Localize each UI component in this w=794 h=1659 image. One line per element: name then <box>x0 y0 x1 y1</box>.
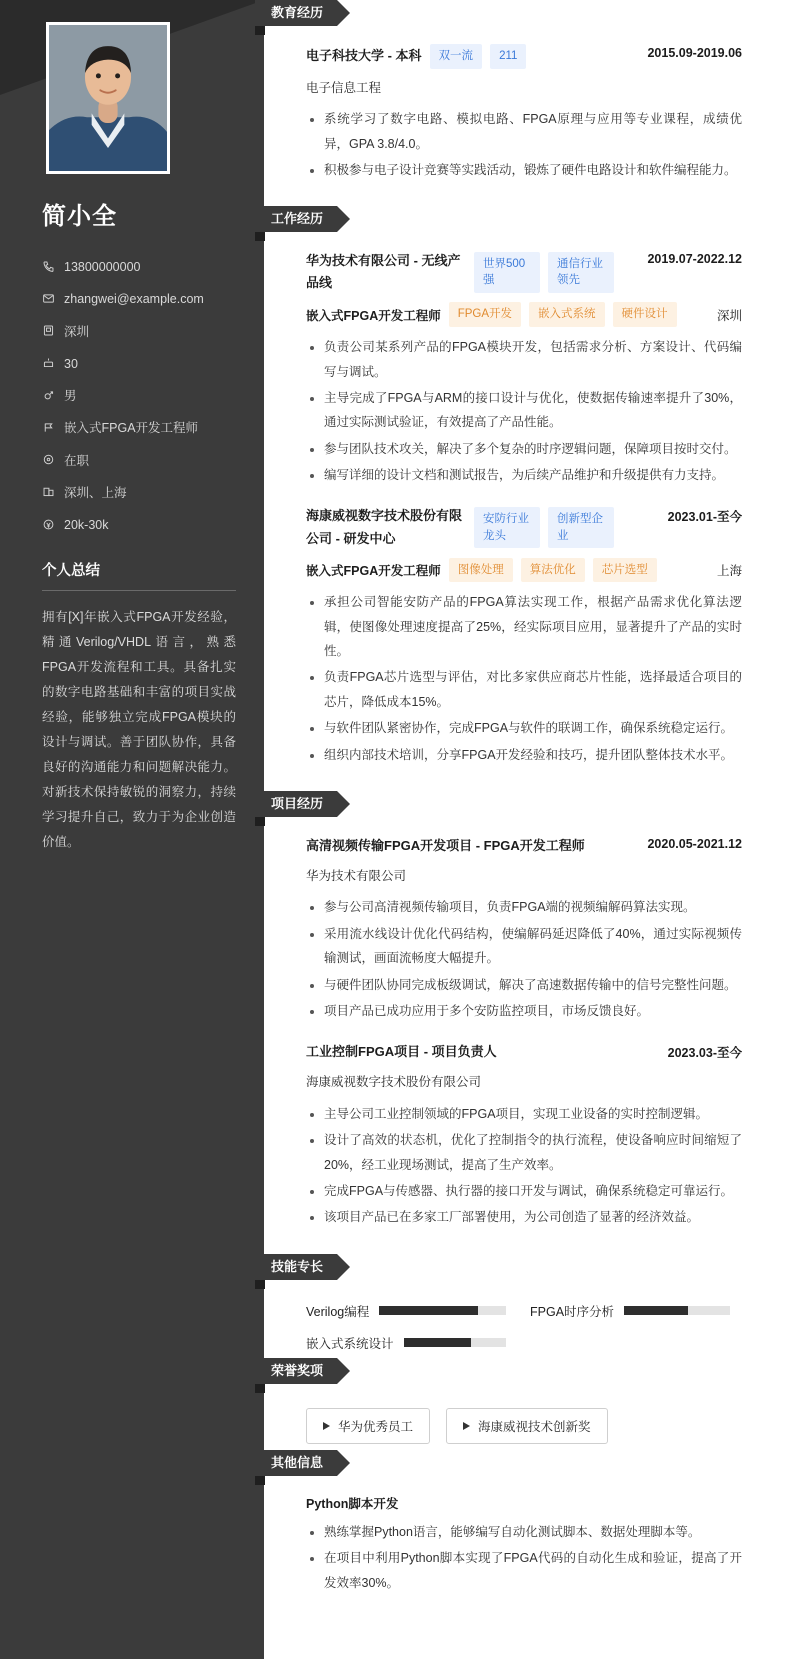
education-date: 2015.09-2019.06 <box>647 46 742 60</box>
skill-label: Verilog编程 <box>306 1304 370 1319</box>
bullet: • 完成FPGA与传感器、执行器的接口开发与调试，确保系统稳定可靠运行。 <box>324 1179 742 1203</box>
skill-chip: 硬件设计 <box>613 302 677 327</box>
cake-icon <box>42 356 64 370</box>
skill-label: 嵌入式系统设计 <box>306 1336 394 1351</box>
section-education <box>264 0 742 206</box>
salary-icon <box>42 517 64 531</box>
section-body-skills <box>264 1280 742 1358</box>
tag-shadow <box>255 1280 265 1289</box>
tag-arrow <box>337 206 350 232</box>
tag-arrow <box>337 1254 350 1280</box>
bullet: • 编写详细的设计文档和测试报告，为后续产品维护和升级提供有力支持。 <box>324 463 742 487</box>
work-date: 2023.01-至今 <box>667 510 742 525</box>
skill-chip: 算法优化 <box>521 558 585 583</box>
section-title: 技能专长 <box>255 1254 337 1280</box>
main-content <box>264 0 794 1659</box>
section-body-other <box>264 1476 742 1619</box>
company-chip: 安防行业龙头 <box>474 507 540 548</box>
project-date: 2020.05-2021.12 <box>647 836 742 851</box>
bullet: • 系统学习了数字电路、模拟电路、FPGA原理与应用等专业课程，成绩优异，GPA 3.8/4.0。 <box>324 107 742 156</box>
education-chip: 双一流 <box>430 44 483 69</box>
company-name: 华为技术有限公司 - 无线产品线 <box>306 253 461 291</box>
bullet: • 参与团队技术攻关，解决了多个复杂的时序逻辑问题，保障项目按时交付。 <box>324 437 742 461</box>
section-header-work <box>255 206 742 232</box>
bullet: • 与硬件团队协同完成板级调试，解决了高速数据传输中的信号完整性问题。 <box>324 973 742 997</box>
contact-item-email <box>42 291 236 307</box>
tag-arrow <box>337 791 350 817</box>
contact-text: 在职 <box>64 453 90 468</box>
project-company: 华为技术有限公司 <box>306 868 407 883</box>
contact-item-gender <box>42 388 236 404</box>
project-bullets <box>306 1102 742 1230</box>
skill-chip: 芯片选型 <box>593 558 657 583</box>
company-chip: 通信行业领先 <box>548 252 614 293</box>
tag-arrow <box>337 1358 350 1384</box>
section-honors <box>264 1358 742 1450</box>
skill-item <box>306 1302 506 1320</box>
project-title: 高清视频传输FPGA开发项目 - FPGA开发工程师 <box>306 837 585 853</box>
education-school: 电子科技大学 - 本科 <box>306 48 422 64</box>
skill-bar <box>379 1306 506 1315</box>
section-title: 荣誉奖项 <box>255 1358 337 1384</box>
education-chip: 211 <box>490 44 526 69</box>
summary-text: 拥有[X]年嵌入式FPGA开发经验，精通Verilog/VHDL语言，熟悉FPGA开发流程和工具。具备扎实的数字电路基础和丰富的项目实战经验，能够独立完成FPGA模块的设计与调试。善于团队协作，具备良好的沟通能力和问题解决能力。对新技术保持敏锐的洞察力，持续学习提升自己，致力于为企业创造价值。 <box>42 610 236 850</box>
skill-chip: 图像处理 <box>449 558 513 583</box>
contact-item-cities <box>42 485 236 501</box>
contact-text: zhangwei@example.com <box>64 292 204 307</box>
contact-text: 嵌入式FPGA开发工程师 <box>64 421 199 436</box>
company-name: 海康威视数字技术股份有限公司 - 研发中心 <box>306 508 463 546</box>
section-header-other <box>255 1450 742 1476</box>
education-bullets <box>306 107 742 182</box>
project-company: 海康威视数字技术股份有限公司 <box>306 1075 482 1090</box>
person-name: 简小全 <box>42 203 117 230</box>
section-body-education <box>264 26 742 206</box>
section-skills <box>264 1254 742 1358</box>
contact-item-salary <box>42 517 236 533</box>
education-entry <box>306 44 742 182</box>
sidebar <box>0 0 264 1659</box>
tag-arrow <box>337 0 350 26</box>
avatar-illustration <box>49 25 167 171</box>
project-entry <box>306 835 742 1023</box>
job-title: 嵌入式FPGA开发工程师 <box>306 563 441 578</box>
bullet: • 主导公司工业控制领域的FPGA项目，实现工业设备的实时控制逻辑。 <box>324 1102 742 1126</box>
bullet: • 主导完成了FPGA与ARM的接口设计与优化，使数据传输速率提升了30%，通过实际测试验证，有效提高了产品性能。 <box>324 386 742 435</box>
section-header-education <box>255 0 742 26</box>
work-bullets <box>306 335 742 487</box>
contact-item-phone <box>42 259 236 275</box>
location-icon <box>42 324 64 338</box>
bullet: • 负责公司某系列产品的FPGA模块开发，包括需求分析、方案设计、代码编写与调试。 <box>324 335 742 384</box>
skill-chip: FPGA开发 <box>449 302 521 327</box>
job-location: 深圳 <box>716 308 742 323</box>
company-chip: 创新型企业 <box>548 507 614 548</box>
section-body-honors <box>264 1384 742 1450</box>
company-chip: 世界500强 <box>474 252 540 293</box>
summary-divider <box>42 590 236 591</box>
bullet: • 设计了高效的状态机，优化了控制指令的执行流程，使设备响应时间缩短了20%，经工业现场测试，提高了生产效率。 <box>324 1128 742 1177</box>
other-entry <box>306 1494 742 1595</box>
bullet: • 项目产品已成功应用于多个安防监控项目，市场反馈良好。 <box>324 999 742 1023</box>
play-triangle-icon <box>323 1422 330 1430</box>
honor-item <box>306 1408 430 1444</box>
section-other <box>264 1450 742 1619</box>
bullet: • 承担公司智能安防产品的FPGA算法实现工作，根据产品需求优化算法逻辑，使图像处理速度提高了25%，经实际项目应用，显著提升了产品的实时性。 <box>324 590 742 663</box>
section-body-projects <box>264 817 742 1254</box>
status-icon <box>42 453 64 467</box>
bullet: • 在项目中利用Python脚本实现了FPGA代码的自动化生成和验证，提高了开发效率30%。 <box>324 1546 742 1595</box>
contact-text: 男 <box>64 389 77 403</box>
mail-icon <box>42 291 64 305</box>
contact-item-age <box>42 356 236 372</box>
section-header-projects <box>255 791 742 817</box>
section-title: 工作经历 <box>255 206 337 232</box>
skills-grid <box>306 1298 742 1352</box>
honor-list <box>306 1402 742 1444</box>
work-bullets <box>306 590 742 767</box>
bullet: • 采用流水线设计优化代码结构，使编解码延迟降低了40%，通过实际视频传输测试，画面流畅度大幅提升。 <box>324 922 742 971</box>
section-title: 其他信息 <box>255 1450 337 1476</box>
contact-item-location <box>42 324 236 340</box>
honor-label: 海康威视技术创新奖 <box>478 1419 591 1434</box>
bullet: • 与软件团队紧密协作，完成FPGA与软件的联调工作，确保系统稳定运行。 <box>324 716 742 740</box>
section-title: 教育经历 <box>255 0 337 26</box>
summary-title: 个人总结 <box>42 563 100 580</box>
bullet: • 积极参与电子设计竞赛等实践活动，锻炼了硬件电路设计和软件编程能力。 <box>324 158 742 182</box>
work-entry <box>306 505 742 766</box>
avatar <box>46 22 170 174</box>
city-icon <box>42 485 64 499</box>
contact-text: 20k-30k <box>64 518 109 532</box>
section-work <box>264 206 742 791</box>
skill-item <box>306 1334 506 1352</box>
contact-list <box>42 259 236 533</box>
play-triangle-icon <box>463 1422 470 1430</box>
skill-bar-fill <box>404 1338 472 1347</box>
other-bullets <box>306 1520 742 1595</box>
gender-icon <box>42 388 64 402</box>
other-title: Python脚本开发 <box>306 1496 399 1511</box>
honor-item <box>446 1408 608 1444</box>
skill-chip: 嵌入式系统 <box>529 302 605 327</box>
phone-icon <box>42 259 64 273</box>
job-title: 嵌入式FPGA开发工程师 <box>306 308 441 323</box>
education-major: 电子信息工程 <box>306 80 382 95</box>
contact-text: 深圳、上海 <box>64 485 127 500</box>
project-date: 2023.03-至今 <box>667 1046 742 1061</box>
skill-bar <box>404 1338 506 1347</box>
work-date: 2019.07-2022.12 <box>647 252 742 267</box>
skill-bar-fill <box>624 1306 688 1315</box>
skill-bar-fill <box>379 1306 478 1315</box>
section-header-skills <box>255 1254 742 1280</box>
bullet: • 负责FPGA芯片选型与评估，对比多家供应商芯片性能，选择最适合项目的芯片，降低成本15%。 <box>324 665 742 714</box>
bullet: • 参与公司高清视频传输项目，负责FPGA端的视频编解码算法实现。 <box>324 895 742 919</box>
tag-arrow <box>337 1450 350 1476</box>
flag-icon <box>42 420 64 434</box>
tag-shadow <box>255 1384 265 1393</box>
contact-text: 13800000000 <box>64 260 141 274</box>
contact-item-status <box>42 453 236 469</box>
project-entry <box>306 1041 742 1229</box>
bullet: • 熟练掌握Python语言，能够编写自动化测试脚本、数据处理脚本等。 <box>324 1520 742 1544</box>
bullet: • 该项目产品已在多家工厂部署使用，为公司创造了显著的经济效益。 <box>324 1205 742 1229</box>
section-body-work <box>264 232 742 791</box>
work-entry <box>306 250 742 487</box>
contact-text: 深圳 <box>64 324 90 339</box>
honor-label: 华为优秀员工 <box>338 1419 414 1434</box>
bullet: • 组织内部技术培训，分享FPGA开发经验和技巧，提升团队整体技术水平。 <box>324 743 742 767</box>
tag-shadow <box>255 1476 265 1485</box>
skill-item <box>530 1302 730 1320</box>
job-location: 上海 <box>716 563 742 578</box>
section-title: 项目经历 <box>255 791 337 817</box>
contact-text: 30 <box>64 356 78 371</box>
section-header-honors <box>255 1358 742 1384</box>
skill-label: FPGA时序分析 <box>530 1304 615 1319</box>
project-bullets <box>306 895 742 1023</box>
project-title: 工业控制FPGA项目 - 项目负责人 <box>306 1044 497 1060</box>
skill-bar <box>624 1306 730 1315</box>
contact-item-position <box>42 420 236 436</box>
section-projects <box>264 791 742 1254</box>
